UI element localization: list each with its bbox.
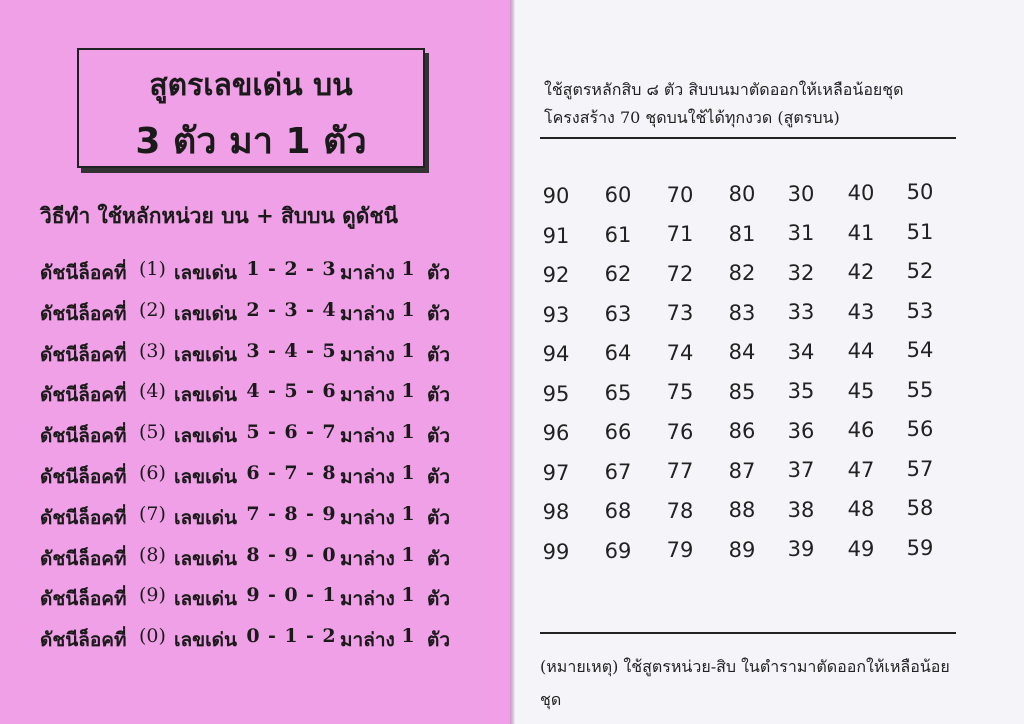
grid-number: 99 <box>542 539 570 564</box>
comes-down-label: มาล่าง <box>340 547 395 570</box>
grid-number: 34 <box>787 339 815 364</box>
grid-number: 55 <box>906 377 934 402</box>
digit-c: 2 <box>322 625 336 648</box>
method-instruction: วิธีทำ ใช้หลักหน่วย บน + สิบบน ดูดัชนี <box>40 203 399 228</box>
grid-number: 44 <box>847 339 875 363</box>
unit-label: ตัว <box>427 343 451 366</box>
digit-a: 6 <box>246 462 260 484</box>
digit-count: 1 <box>401 625 415 648</box>
digit-b: 1 <box>284 625 298 648</box>
digit-c: 5 <box>322 339 336 362</box>
digit-b: 7 <box>284 462 298 484</box>
comes-down-label: มาล่าง <box>340 302 395 325</box>
grid-number: 86 <box>728 419 756 444</box>
featured-label: เลขเด่น <box>174 262 237 284</box>
digit-c: 7 <box>322 421 336 444</box>
digit-a: 7 <box>246 502 260 525</box>
grid-number: 56 <box>906 417 934 442</box>
grid-number: 67 <box>604 459 632 484</box>
grid-number: 46 <box>847 418 875 442</box>
lock-index-label: ดัชนีล็อคที่ <box>40 343 127 366</box>
lock-number: (8) <box>139 543 166 566</box>
digit-b: 8 <box>284 502 298 525</box>
digit-c: 6 <box>322 380 336 403</box>
grid-number: 70 <box>666 182 694 207</box>
unit-label: ตัว <box>427 262 451 284</box>
grid-number: 38 <box>787 497 815 522</box>
lock-number: (1) <box>139 258 166 280</box>
grid-number: 80 <box>728 182 756 207</box>
intro-line-1: ใช้สูตรหลักสิบ ๘ ตัว สิบบนมาตัดออกให้เหลือน้อยชุด <box>544 80 904 99</box>
lock-index-label: ดัชนีล็อคที่ <box>40 425 127 448</box>
grid-number: 30 <box>787 181 815 206</box>
dash: - <box>268 584 276 607</box>
digit-count: 1 <box>401 298 415 321</box>
digit-c: 3 <box>322 258 336 280</box>
grid-number: 41 <box>847 220 875 245</box>
title-line-1: สูตรเลขเด่น บน <box>149 68 353 103</box>
lock-index-label: ดัชนีล็อคที่ <box>40 506 127 529</box>
digit-count: 1 <box>401 339 415 362</box>
grid-number: 69 <box>604 538 632 563</box>
featured-label: เลขเด่น <box>174 588 237 611</box>
digit-b: 4 <box>284 339 298 362</box>
grid-number: 59 <box>906 535 934 560</box>
featured-label: เลขเด่น <box>174 343 237 366</box>
footnote: (หมายเหตุ) ใช้สูตรหน่วย-สิบ ในตำรามาตัดออกให้เหลือน้อยชุด <box>540 657 950 709</box>
grid-number: 90 <box>542 184 570 208</box>
grid-number: 96 <box>542 421 570 445</box>
grid-number: 81 <box>728 221 756 246</box>
lock-number: (3) <box>139 339 166 362</box>
digit-b: 6 <box>284 421 298 444</box>
unit-label: ตัว <box>427 384 451 407</box>
lock-number: (4) <box>139 380 166 403</box>
grid-number: 97 <box>542 460 570 485</box>
grid-number: 74 <box>666 340 694 365</box>
grid-number: 79 <box>666 538 694 563</box>
featured-label: เลขเด่น <box>174 425 237 448</box>
lock-index-label: ดัชนีล็อคที่ <box>40 588 127 611</box>
digit-a: 3 <box>246 339 260 362</box>
grid-number: 45 <box>847 378 875 403</box>
grid-number: 77 <box>666 459 694 484</box>
comes-down-label: มาล่าง <box>340 262 395 284</box>
digit-a: 2 <box>246 298 260 321</box>
grid-number: 87 <box>728 458 756 483</box>
grid-number: 33 <box>787 300 815 325</box>
grid-number: 95 <box>542 381 570 406</box>
grid-number: 84 <box>728 340 756 365</box>
featured-label: เลขเด่น <box>174 506 237 529</box>
lock-index-label: ดัชนีล็อคที่ <box>40 302 127 325</box>
comes-down-label: มาล่าง <box>340 588 395 611</box>
digit-c: 9 <box>322 502 336 525</box>
grid-number: 65 <box>604 380 632 405</box>
digit-count: 1 <box>401 421 415 444</box>
grid-number: 53 <box>906 298 934 323</box>
grid-number: 73 <box>666 301 694 326</box>
digit-count: 1 <box>401 502 415 525</box>
lock-number: (5) <box>139 421 166 444</box>
lock-index-label: ดัชนีล็อคที่ <box>40 262 127 284</box>
grid-number: 31 <box>787 221 815 246</box>
digit-count: 1 <box>401 584 415 607</box>
digit-a: 1 <box>246 258 260 280</box>
grid-number: 91 <box>542 223 570 248</box>
grid-number: 92 <box>542 263 570 287</box>
grid-number: 66 <box>604 420 632 445</box>
dash: - <box>268 543 276 566</box>
dash: - <box>268 380 276 403</box>
digit-b: 9 <box>284 543 298 566</box>
grid-number: 43 <box>847 299 875 324</box>
comes-down-label: มาล่าง <box>340 466 395 488</box>
unit-label: ตัว <box>427 547 451 570</box>
intro-line-2: โครงสร้าง 70 ชุดบนใช้ได้ทุกงวด (สูตรบน) <box>544 108 840 127</box>
grid-number: 37 <box>787 458 815 483</box>
featured-label: เลขเด่น <box>174 302 237 325</box>
grid-number: 50 <box>906 180 934 205</box>
grid-number: 36 <box>787 418 815 443</box>
grid-number: 48 <box>847 497 875 521</box>
grid-number: 82 <box>728 261 756 286</box>
top-rule <box>540 137 956 139</box>
dash: - <box>306 298 314 321</box>
digit-a: 9 <box>246 584 260 607</box>
grid-number: 61 <box>604 222 632 247</box>
digit-count: 1 <box>401 543 415 566</box>
dash: - <box>268 502 276 525</box>
title-box <box>77 48 425 168</box>
digit-b: 5 <box>284 380 298 403</box>
comes-down-label: มาล่าง <box>340 343 395 366</box>
digit-a: 0 <box>246 625 260 648</box>
digit-c: 1 <box>322 584 336 607</box>
grid-number: 76 <box>666 419 694 444</box>
lock-number: (7) <box>139 502 166 525</box>
lock-index-label: ดัชนีล็อคที่ <box>40 384 127 407</box>
dash: - <box>268 258 276 280</box>
grid-number: 75 <box>666 380 694 405</box>
dash: - <box>268 462 276 484</box>
grid-number: 39 <box>787 537 815 562</box>
grid-number: 49 <box>847 536 875 561</box>
lock-number: (9) <box>139 584 166 607</box>
digit-a: 4 <box>246 380 260 403</box>
grid-number: 98 <box>542 500 570 524</box>
lock-number: (2) <box>139 298 166 321</box>
dash: - <box>306 258 314 280</box>
dash: - <box>306 462 314 484</box>
featured-label: เลขเด่น <box>174 384 237 407</box>
grid-number: 78 <box>666 498 694 523</box>
comes-down-label: มาล่าง <box>340 506 395 529</box>
comes-down-label: มาล่าง <box>340 384 395 407</box>
lock-index-label: ดัชนีล็อคที่ <box>40 547 127 570</box>
digit-c: 8 <box>322 462 336 484</box>
unit-label: ตัว <box>427 506 451 529</box>
lock-number: (0) <box>139 625 166 648</box>
grid-number: 32 <box>787 260 815 285</box>
intro-text <box>544 76 904 132</box>
comes-down-label: มาล่าง <box>340 425 395 448</box>
grid-number: 64 <box>604 341 632 366</box>
digit-c: 4 <box>322 298 336 321</box>
lock-index-label: ดัชนีล็อคที่ <box>40 466 127 488</box>
grid-number: 63 <box>604 301 632 326</box>
featured-label: เลขเด่น <box>174 547 237 570</box>
grid-number: 35 <box>787 379 815 404</box>
unit-label: ตัว <box>427 302 451 325</box>
grid-number: 57 <box>906 456 934 481</box>
comes-down-label: มาล่าง <box>340 629 395 652</box>
dash: - <box>306 339 314 362</box>
digit-b: 0 <box>284 584 298 607</box>
digit-count: 1 <box>401 258 415 280</box>
lock-number: (6) <box>139 462 166 484</box>
grid-number: 68 <box>604 499 632 524</box>
grid-number: 71 <box>666 222 694 247</box>
digit-count: 1 <box>401 462 415 484</box>
grid-number: 88 <box>728 498 756 523</box>
grid-number: 85 <box>728 379 756 404</box>
dash: - <box>306 625 314 648</box>
digit-a: 5 <box>246 421 260 444</box>
grid-number: 72 <box>666 261 694 286</box>
digit-a: 8 <box>246 543 260 566</box>
unit-label: ตัว <box>427 466 451 488</box>
unit-label: ตัว <box>427 629 451 652</box>
grid-number: 60 <box>604 183 632 208</box>
grid-number: 52 <box>906 259 934 284</box>
unit-label: ตัว <box>427 588 451 611</box>
grid-number: 83 <box>728 300 756 325</box>
dash: - <box>306 502 314 525</box>
digit-b: 3 <box>284 298 298 321</box>
dash: - <box>306 584 314 607</box>
dash: - <box>268 339 276 362</box>
dash: - <box>306 421 314 444</box>
grid-number: 58 <box>906 496 934 521</box>
dash: - <box>268 625 276 648</box>
bottom-rule <box>540 632 956 634</box>
grid-number: 47 <box>847 457 875 482</box>
dash: - <box>268 421 276 444</box>
dash: - <box>268 298 276 321</box>
dash: - <box>306 380 314 403</box>
lock-index-label: ดัชนีล็อคที่ <box>40 629 127 652</box>
digit-count: 1 <box>401 380 415 403</box>
grid-number: 40 <box>847 181 875 205</box>
featured-label: เลขเด่น <box>174 629 237 652</box>
grid-number: 94 <box>542 342 570 366</box>
grid-number: 51 <box>906 219 934 244</box>
grid-number: 62 <box>604 262 632 287</box>
grid-number: 89 <box>728 537 756 562</box>
grid-number: 42 <box>847 260 875 284</box>
featured-label: เลขเด่น <box>174 466 237 488</box>
title-line-2: 3 ตัว มา 1 ตัว <box>135 121 367 162</box>
grid-number: 54 <box>906 338 934 363</box>
digit-c: 0 <box>322 543 336 566</box>
dash: - <box>306 543 314 566</box>
unit-label: ตัว <box>427 425 451 448</box>
grid-number: 93 <box>542 302 570 327</box>
digit-b: 2 <box>284 258 298 280</box>
